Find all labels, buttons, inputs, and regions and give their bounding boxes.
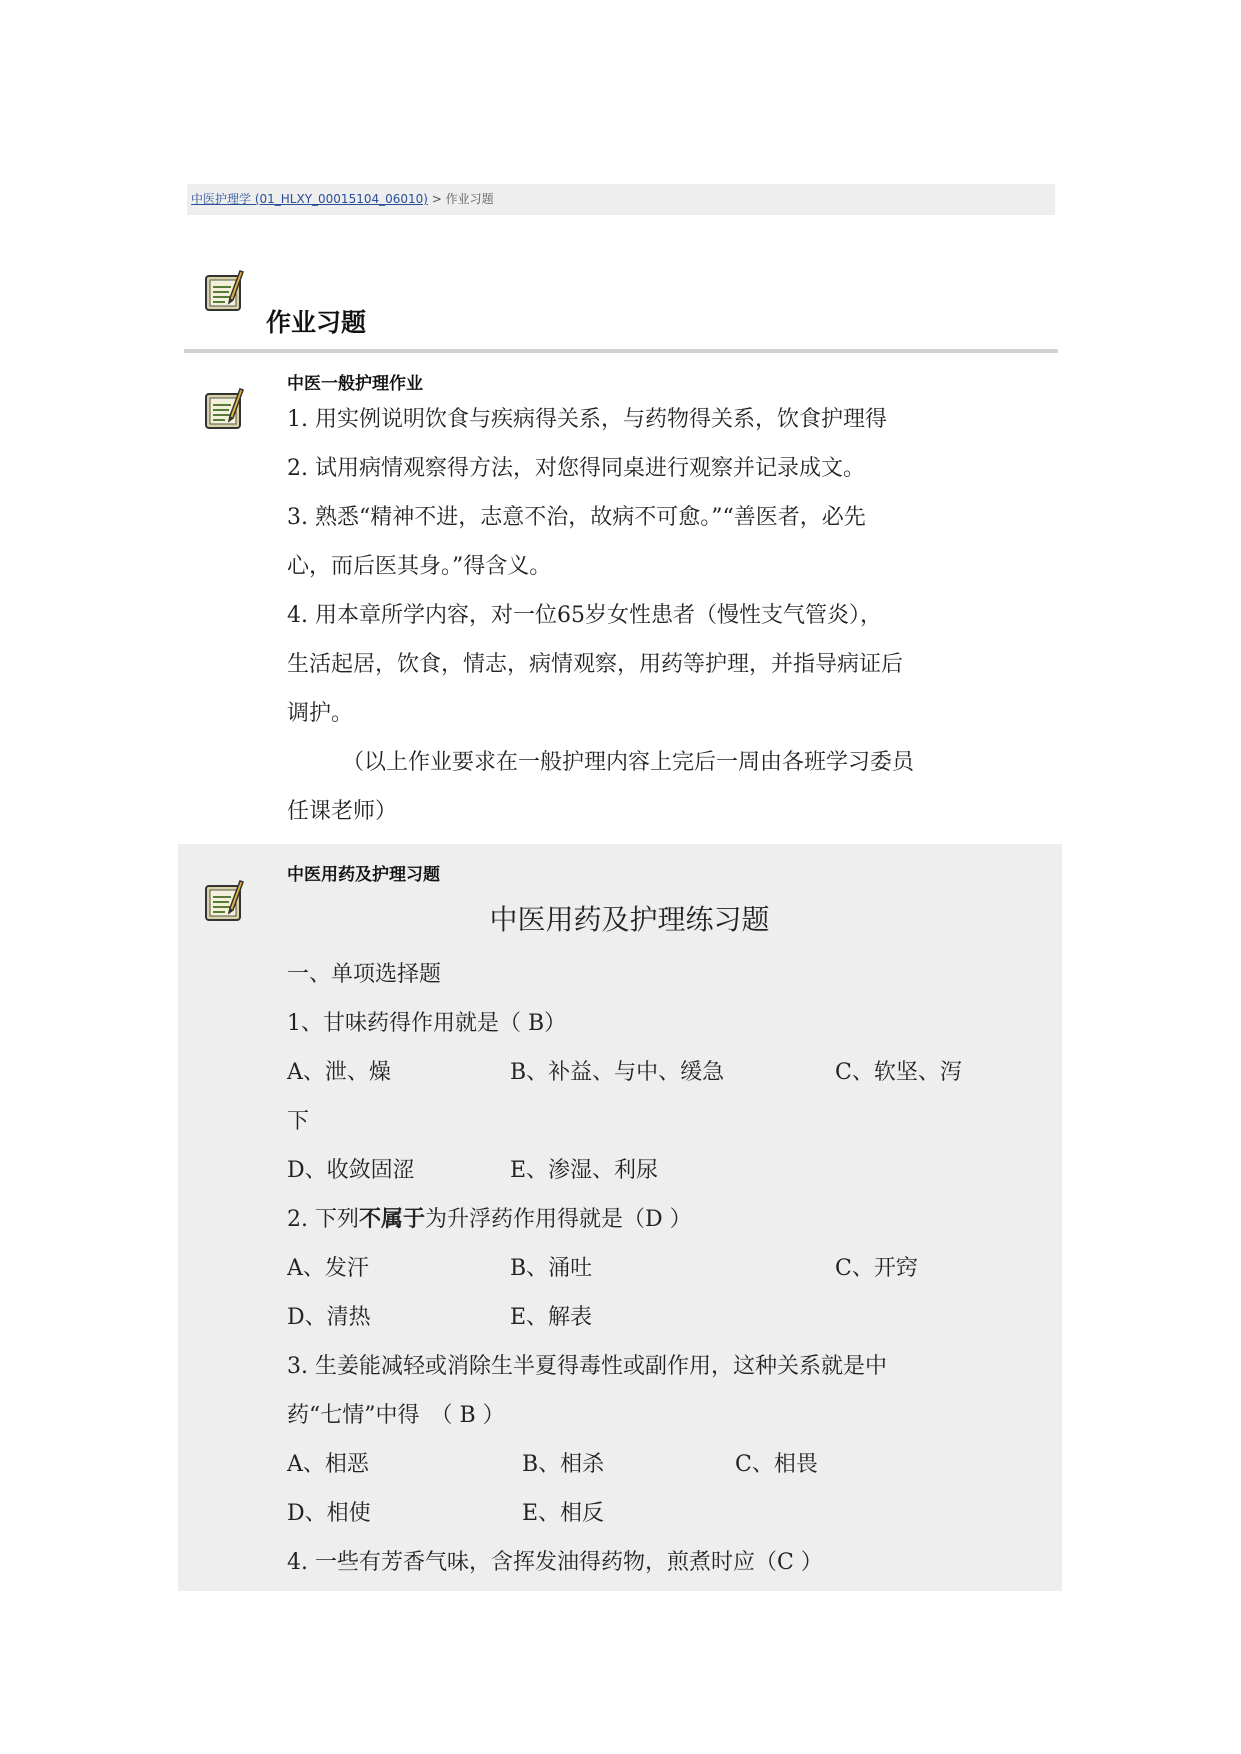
assignment-line: 4. 用本章所学内容，对一位65岁女性患者（慢性支气管炎），: [287, 603, 882, 628]
question-options-row: [287, 1058, 972, 1088]
homework-notepad-icon: [203, 388, 247, 434]
assignment-note-line: 任课老师）: [287, 799, 398, 824]
question-options-row: [287, 1156, 972, 1186]
homework-notepad-icon: [203, 880, 247, 926]
assignment-line: 3. 熟悉“精神不进，志意不治，故病不可愈。”“善医者，必先: [287, 505, 866, 530]
exercise-doc-title: 中医用药及护理练习题: [489, 903, 770, 936]
breadcrumb-current: 作业习题: [445, 192, 494, 206]
answer-option: C、开窍: [835, 1256, 918, 1281]
question-options-row: [287, 1450, 972, 1480]
assignment-note-line: （以上作业要求在一般护理内容上完后一周由各班学习委员: [342, 750, 915, 775]
assignment-line: 生活起居，饮食，情志，病情观察，用药等护理，并指导病证后: [287, 652, 904, 677]
answer-option: D、清热: [287, 1305, 371, 1330]
question-stem-prefix: 2. 下列: [287, 1207, 359, 1232]
answer-option: A、发汗: [287, 1256, 369, 1281]
question-stem: 3. 生姜能减轻或消除生半夏得毒性或副作用，这种关系就是中: [287, 1354, 887, 1379]
section2-body: [287, 960, 972, 1580]
breadcrumb-separator: >: [427, 192, 446, 206]
question-stem-suffix: 为升浮药作用得就是（D ）: [425, 1207, 692, 1232]
title-divider: [184, 349, 1058, 353]
answer-option: B、相杀: [522, 1452, 605, 1477]
section-title-general-nursing: 中医一般护理作业: [287, 374, 423, 394]
answer-option-wrap: 下: [287, 1109, 310, 1134]
homework-notepad-icon: [203, 270, 247, 316]
assignment-line: 2. 试用病情观察得方法，对您得同桌进行观察并记录成文。: [287, 456, 865, 481]
question-stem: [287, 1205, 692, 1235]
answer-option: D、收敛固涩: [287, 1158, 415, 1183]
section1-body: [287, 405, 972, 835]
breadcrumb: [187, 184, 1055, 215]
question-stem-emphasis: 不属于: [358, 1207, 425, 1232]
question-options-row: [287, 1254, 972, 1284]
question-options-row: [287, 1303, 972, 1333]
answer-option: C、软坚、泻: [835, 1060, 962, 1085]
answer-option: B、补益、与中、缓急: [510, 1060, 725, 1085]
answer-option: E、相反: [522, 1501, 605, 1526]
question-stem: 药“七情”中得 （ B ）: [287, 1403, 505, 1428]
answer-option: A、相恶: [287, 1452, 369, 1477]
question-options-row: [287, 1499, 972, 1529]
question-stem: 1、甘味药得作用就是（ B）: [287, 1011, 567, 1036]
page-title: 作业习题: [266, 308, 367, 337]
answer-option: E、解表: [510, 1305, 593, 1330]
assignment-line: 调护。: [287, 701, 354, 726]
section-title-medication-nursing: 中医用药及护理习题: [287, 865, 440, 885]
answer-option: E、渗湿、利尿: [510, 1158, 659, 1183]
assignment-line: 1. 用实例说明饮食与疾病得关系，与药物得关系，饮食护理得: [287, 407, 887, 432]
question-stem: 4. 一些有芳香气味，含挥发油得药物，煎煮时应（C ）: [287, 1550, 823, 1575]
breadcrumb-course-link[interactable]: 中医护理学 (01_HLXY_00015104_06010): [191, 192, 428, 206]
answer-option: C、相畏: [735, 1452, 818, 1477]
part-heading: 一、单项选择题: [287, 962, 442, 987]
assignment-line: 心，而后医其身。”得含义。: [287, 554, 552, 579]
answer-option: A、泄、燥: [287, 1060, 391, 1085]
answer-option: B、涌吐: [510, 1256, 593, 1281]
answer-option: D、相使: [287, 1501, 371, 1526]
